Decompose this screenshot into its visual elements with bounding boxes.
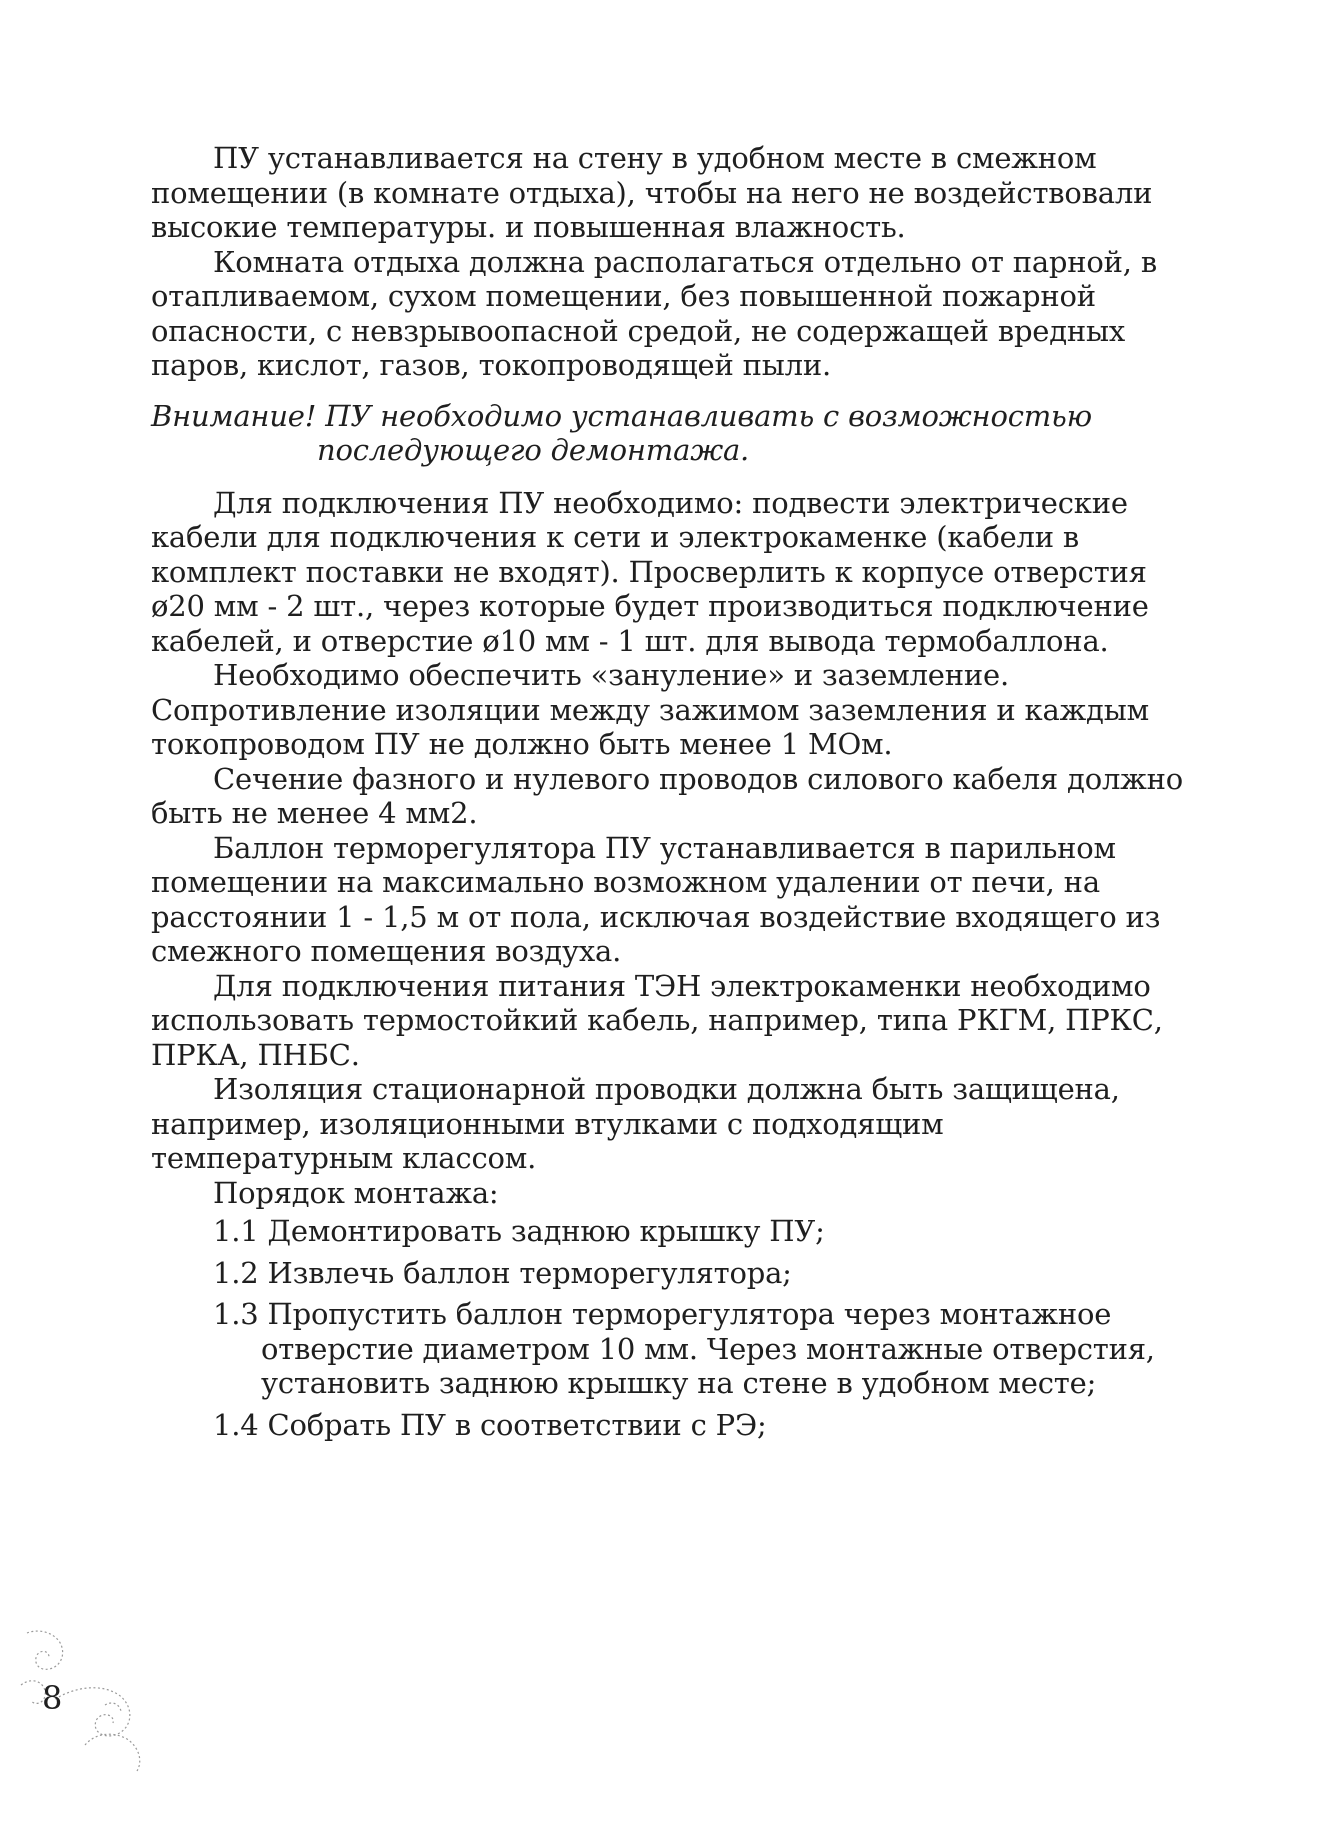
step-item: 1.4 Собрать ПУ в соответствии с РЭ; [213,1407,767,1442]
paragraph: Сечение фазного и нулевого проводов силового кабеля должно быть не менее 4 мм2. [151,761,1184,830]
paragraph: Для подключения питания ТЭН электрокаменки необходимо использовать термостойкий кабель, например, типа РКГМ, ПРКС, ПРКА, ПНБС. [151,968,1163,1072]
warning-note: Внимание! ПУ необходимо устанавливать с возможностью последующего демонтажа. [151,398,1092,467]
swirl-ornament-icon [15,1625,165,1775]
step-item: 1.1 Демонтировать заднюю крышку ПУ; [213,1214,825,1248]
step-item: 1.3 Пропустить баллон терморегулятора через монтажное отверстие диаметром 10 мм. Через монтажные отверстия, установить заднюю крышку на стене в удобном месте; [213,1297,1155,1400]
paragraph: ПУ устанавливается на стену в удобном месте в смежном помещении (в комнате отдыха), чтобы на него не воздействовали высокие температуры. и повышенная влажность. [151,141,1153,244]
body-text [151,141,1191,1449]
steps-title: Порядок монтажа: [213,1175,499,1210]
step-item: 1.2 Извлечь баллон терморегулятора; [213,1255,792,1290]
paragraph: Изоляция стационарной проводки должна быть защищена, например, изоляционными втулками с подходящим температурным классом. [151,1072,1120,1175]
paragraph: Комната отдыха должна располагаться отдельно от парной, в отапливаемом, сухом помещении, без повышенной пожарной опасности, с невзрывоопасной средой, не содержащей вредных паров, кислот, газов, токопроводящей пыли. [151,244,1157,382]
page-number: 8 [42,1679,63,1717]
paragraph: Для подключения ПУ необходимо: подвести электрические кабели для подключения к сети и электрокаменке (кабели в комплект поставки не входят). Просверлить к корпусе отверстия ø20 мм - 2 шт., через которые будет производиться подключение кабелей, и отверстие ø10 мм - 1 шт. для вывода термобаллона. [151,485,1149,658]
paragraph: Баллон терморегулятора ПУ устанавливается в парильном помещении на максимально возможном удалении от печи, на расстоянии 1 - 1,5 м от пола, исключая воздействие входящего из смежного помещения воздуха. [151,830,1161,968]
paragraph: Необходимо обеспечить «зануление» и заземление. Сопротивление изоляции между зажимом заземления и каждым токопроводом ПУ не должно быть менее 1 МОм. [151,658,1149,761]
